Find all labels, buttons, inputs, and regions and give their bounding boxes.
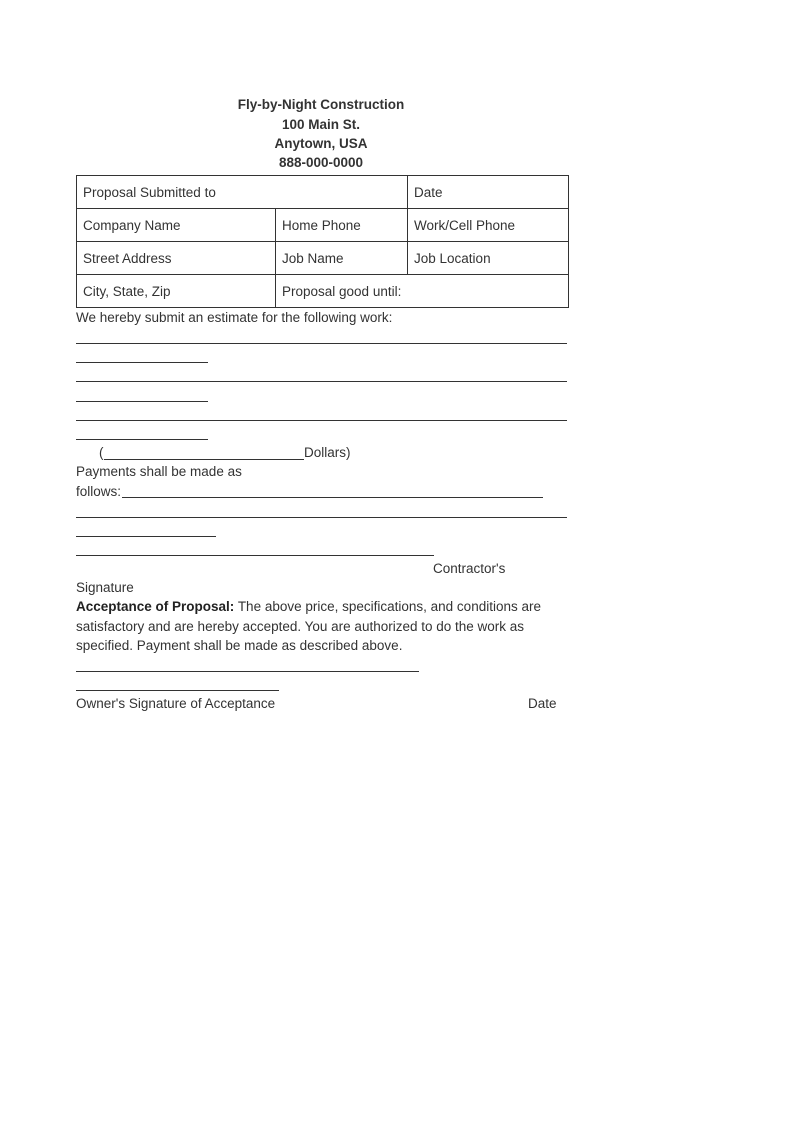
payments-line[interactable] xyxy=(122,497,543,498)
job-location-field[interactable]: Job Location xyxy=(408,242,569,275)
date-field[interactable]: Date xyxy=(408,176,569,209)
work-line[interactable] xyxy=(76,381,567,382)
work-line[interactable] xyxy=(76,439,208,440)
dollars-open-paren: ( xyxy=(99,445,104,460)
home-phone-field[interactable]: Home Phone xyxy=(276,209,408,242)
company-street: 100 Main St. xyxy=(281,117,361,132)
table-row xyxy=(77,209,569,242)
work-cell-phone-field[interactable]: Work/Cell Phone xyxy=(408,209,569,242)
company-name-field[interactable]: Company Name xyxy=(77,209,276,242)
acceptance-paragraph-line-1 xyxy=(76,599,541,614)
estimate-intro: We hereby submit an estimate for the following work: xyxy=(76,310,393,325)
owner-date-label: Date xyxy=(528,696,557,711)
owner-signature-line[interactable] xyxy=(76,671,419,672)
work-line[interactable] xyxy=(76,343,567,344)
proposal-info-table xyxy=(76,175,569,308)
table-row xyxy=(77,176,569,209)
work-line[interactable] xyxy=(76,362,208,363)
payments-line[interactable] xyxy=(76,517,567,518)
street-address-field[interactable]: Street Address xyxy=(77,242,276,275)
city-state-zip-field[interactable]: City, State, Zip xyxy=(77,275,276,308)
acceptance-paragraph-line-2: satisfactory and are hereby accepted. You are authorized to do the work as xyxy=(76,619,525,634)
company-city: Anytown, USA xyxy=(274,136,368,151)
company-phone: 888-000-0000 xyxy=(278,155,364,170)
acceptance-paragraph-line-3: specified. Payment shall be made as described above. xyxy=(76,638,403,653)
contractor-signature-line[interactable] xyxy=(76,555,434,556)
work-line[interactable] xyxy=(76,420,567,421)
proposal-good-until-field[interactable]: Proposal good until: xyxy=(276,275,569,308)
payments-line[interactable] xyxy=(76,536,216,537)
contractor-signature-label: Contractor's xyxy=(433,561,506,576)
proposal-submitted-to-field[interactable]: Proposal Submitted to xyxy=(77,176,408,209)
owner-date-line[interactable] xyxy=(76,690,279,691)
owner-signature-label: Owner's Signature of Acceptance xyxy=(76,696,276,711)
dollars-amount-line[interactable] xyxy=(104,459,304,460)
acceptance-title: Acceptance of Proposal: xyxy=(76,599,235,614)
table-row xyxy=(77,242,569,275)
company-name: Fly-by-Night Construction xyxy=(237,97,405,112)
acceptance-text: The above price, specifications, and conditions are xyxy=(237,599,541,614)
payments-follows-label: follows: xyxy=(76,484,122,499)
contractor-signature-label-2: Signature xyxy=(76,580,134,595)
payments-label: Payments shall be made as xyxy=(76,464,242,479)
work-line[interactable] xyxy=(76,401,208,402)
dollars-label: Dollars) xyxy=(304,445,351,460)
job-name-field[interactable]: Job Name xyxy=(276,242,408,275)
table-row xyxy=(77,275,569,308)
